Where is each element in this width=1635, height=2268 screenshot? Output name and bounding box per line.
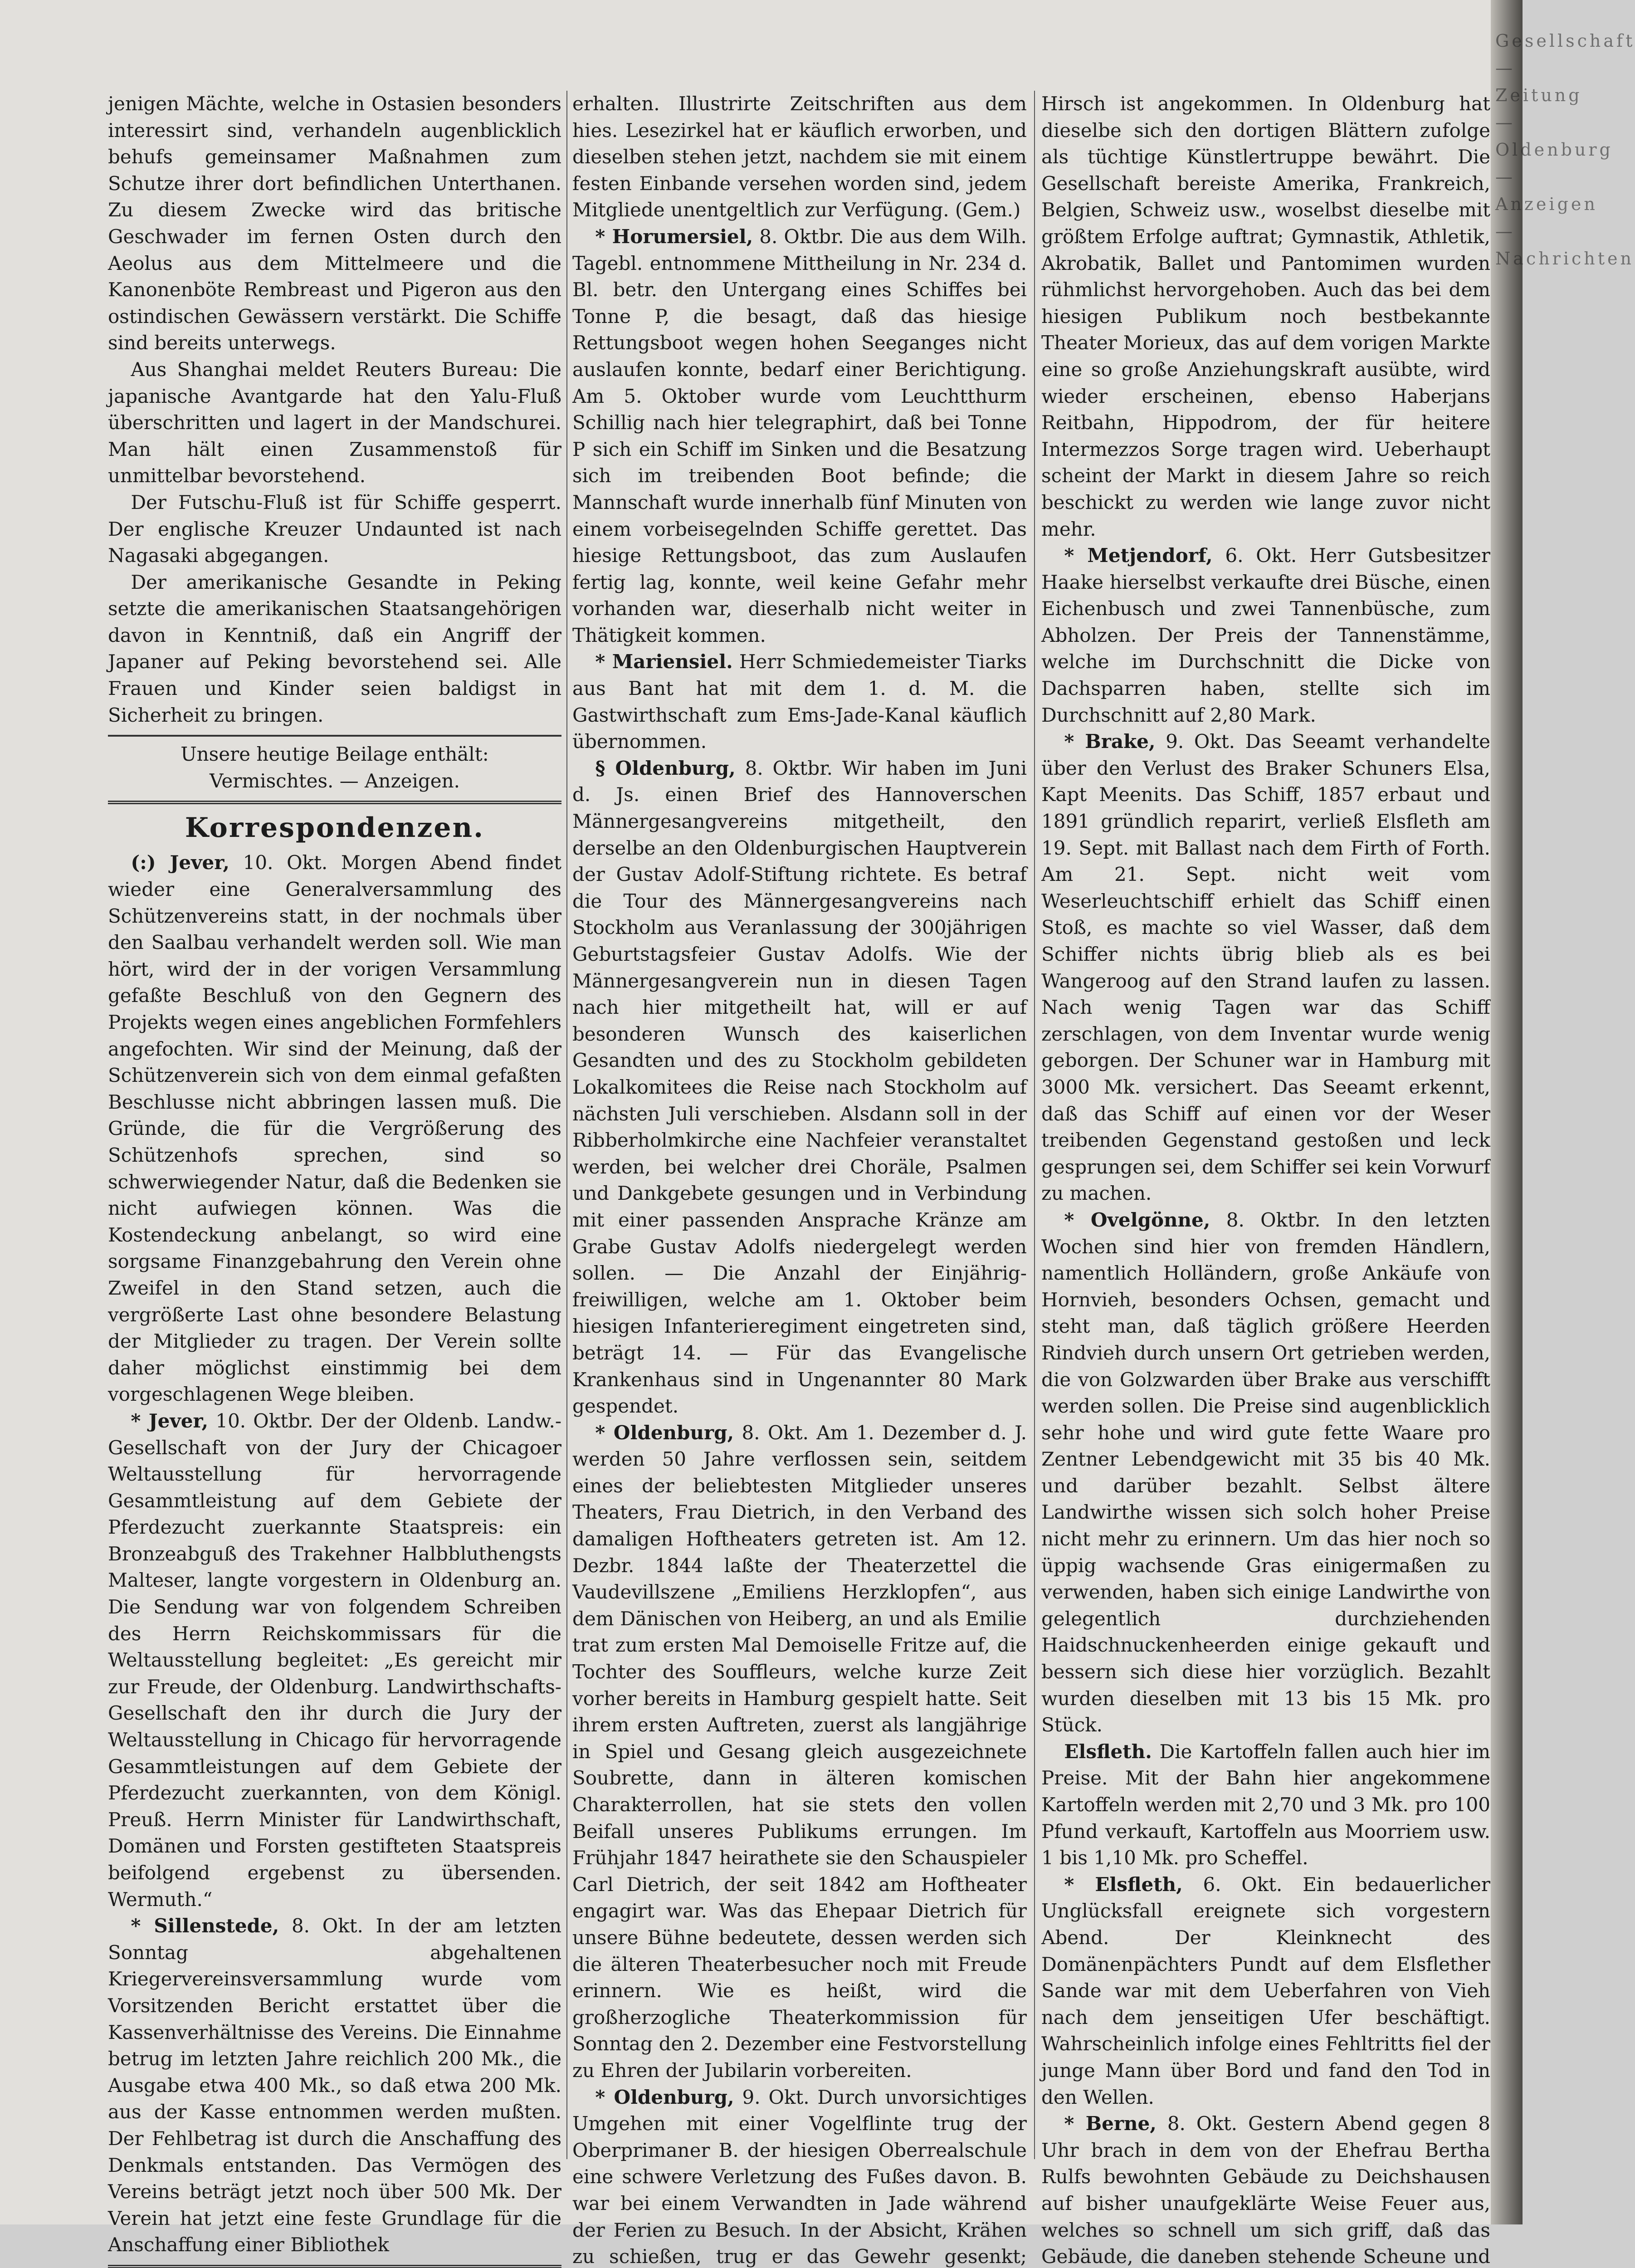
- paragraph: jenigen Mächte, welche in Ostasien besonders interessirt sind, verhandeln augenblicklich behufs gemeinsamer Maßnahmen zum Schutze ihrer dort befindlichen Unterthanen. Zu diesem Zwecke wird das britische Geschwader im fernen Osten durch den Aeolus aus dem Mittelmeere und die Kanonenböte Rembreast und Pigeron aus den ostindischen Gewässern verstärkt. Die Schiffe sind bereits unterwegs.: [108, 93, 561, 354]
- article-text: 6. Okt. Herr Gutsbesitzer Haake hierselbst verkaufte drei Büsche, einen Eichenbusch und zwei Tannenbüsche, zum Abholzen. Der Preis der Tannenstämme, welche im Durchschnitt die Dicke von Dachsparren haben, stellte sich im Durchschnitt auf 2,80 Mark.: [1041, 544, 1490, 726]
- column-2: [572, 91, 1027, 2268]
- article-text: 10. Okt. Morgen Abend findet wieder eine Generalversammlung des Schützenvereins statt, in der nochmals über den Saalbau verhandelt werden soll. Wie man hört, wird der in der vorigen Versammlung gefaßte Beschluß von den Gegnern des Projekts wegen eines angeblichen Formfehlers angefochten. Wir sind der Meinung, daß der Schützenverein sich von dem einmal gefaßten Beschlusse nicht abbringen lassen muß. Die Gründe, die für die Vergrößerung des Schützenhofs sprechen, sind so schwerwiegender Natur, daß die Bedenken sie nicht aufwiegen können. Was die Kostendeckung anbelangt, so wird eine sorgsame Finanzgebahrung den Verein ohne Zweifel in den Stand setzen, auch die vergrößerte Last ohne besondere Belastung der Mitglieder zu tragen. Der Verein sollte daher möglichst einstimmig bei dem vorgeschlagenen Wege bleiben.: [108, 851, 561, 1406]
- article-text: 9. Okt. Durch unvorsichtiges Umgehen mit einer Vogelflinte trug der Oberprimaner B. der hiesigen Oberrealschule eine schwere Verletzung des Fußes davon. B. war bei einem Verwandten in Jade während der Ferien zu Besuch. In der Absicht, Krähen zu schießen, trug er das Gewehr gesenkt;: [572, 2086, 1027, 2268]
- dateline: * Horumersiel,: [595, 225, 753, 248]
- article-text: 10. Oktbr. Der der Oldenb. Landw.-Gesellschaft von der Jury der Chicagoer Weltausstellung für hervorragende Gesammtleistung auf dem Gebiete der Pferdezucht zuerkannte Staatspreis: ein Bronzeabguß des Trakehner Halbbluthengsts Malteser, langte vorgestern in Oldenburg an. Die Sendung war von folgendem Schreiben des Herrn Reichskommissars für die Weltausstellung begleitet: „Es gereicht mir zur Freude, der Oldenburg. Landwirthschafts-Gesellschaft den ihr durch die Jury der Weltausstellung in Chicago für hervorragende Gesammtleistungen auf dem Gebiete der Pferdezucht zuerkannten, von dem Königl. Preuß. Herrn Minister für Landwirthschaft, Domänen und Forsten gestifteten Staatspreis beifolgend ergebenst zu übersenden. Wermuth.“: [108, 1409, 562, 1911]
- article-text: 8. Oktbr. In den letzten Wochen sind hier von fremden Händlern, namentlich Holländern, große Ankäufe von Hornvieh, besonders Ochsen, gemacht und steht man, daß täglich größere Heerden Rindvieh durch unsern Ort getrieben werden, die von Golzwarden über Brake aus verschifft werden sollen. Die Preise sind augenblicklich sehr hohe und wird gute fette Waare pro Zentner Lebendgewicht mit 35 bis 40 Mk. und darüber bezahlt. Selbst ältere Landwirthe wissen sich solch hoher Preise nicht mehr zu erinnern. Um das hier noch so üppig wachsende Gras einigermaßen zu verwenden, haben sich einige Landwirthe von gelegentlich durchziehenden Haidschnuckenheerden einige gekauft und bessern sich diese hier vorzüglich. Bezahlt wurden dieselben mit 13 bis 15 Mk. pro Stück.: [1041, 1208, 1490, 1736]
- paragraph: Hirsch ist angekommen. In Oldenburg hat dieselbe sich den dortigen Blättern zufolge als tüchtige Künstlertruppe bewährt. Die Gesellschaft bereiste Amerika, Frankreich, Belgien, Schweiz usw., woselbst dieselbe mit größtem Erfolge auftrat; Gymnastik, Athletik, Akrobatik, Ballet und Pantomimen wurden rühmlichst hervorgehoben. Auch das bei dem hiesigen Publikum noch bestbekannte Theater Morieux, das auf dem vorigen Markte eine so große Anziehungskraft ausübte, wird wieder erscheinen, ebenso Haberjans Reitbahn, Hippodrom, der für heitere Intermezzos Sorge tragen wird. Ueberhaupt scheint der Markt in diesem Jahre so reich beschickt zu werden wie lange zuvor nicht mehr.: [1041, 93, 1490, 540]
- dateline: § Oldenburg,: [595, 757, 736, 779]
- column-rule: [1034, 91, 1035, 2159]
- column-1: [108, 91, 562, 2256]
- paragraph: Der Futschu-Fluß ist für Schiffe gesperrt. Der englische Kreuzer Undaunted ist nach Nagasaki abgegangen.: [108, 491, 561, 567]
- dateline: * Sillenstede,: [131, 1915, 279, 1937]
- dateline: * Brake,: [1064, 730, 1156, 753]
- dateline: * Jever,: [131, 1409, 209, 1432]
- paragraph: erhalten. Illustrirte Zeitschriften aus dem hies. Lesezirkel hat er käuflich erworben, und dieselben stehen jetzt, nachdem sie mit einem festen Einbande versehen worden sind, jedem Mitgliede unentgeltlich zur Verfügung. (Gem.): [572, 93, 1027, 221]
- dateline: * Metjendorf,: [1064, 544, 1213, 567]
- dateline: * Oldenburg,: [595, 1421, 734, 1444]
- adjacent-page-edge-text: Gesellschaft — Zeitung — Oldenburg — Anzeigen — Nachrichten: [1495, 31, 1635, 269]
- article-text: 8. Okt. Gestern Abend gegen 8 Uhr brach in dem von der Ehefrau Bertha Rulfs bewohnten Gebäude zu Deichshausen auf bisher unaufgeklärte Weise Feuer aus, welches so schnell um sich griff, daß das Gebäude, die daneben stehende Scheune und: [1041, 2112, 1490, 2268]
- dateline: * Mariensiel.: [595, 650, 733, 673]
- article-text: 8. Okt. Am 1. Dezember d. J. werden 50 Jahre verflossen sein, seitdem eines der beliebtesten Mitglieder unseres Theaters, Frau Dietrich, in den Verband des damaligen Hoftheaters getreten ist. Am 12. Dezbr. 1844 laßte der Theaterzettel die Vaudevillszene „Emiliens Herzklopfen“, aus dem Dänischen von Heiberg, an und als Emilie trat zum ersten Mal Demoiselle Fritze auf, die Tochter des Souffleurs, welche kurze Zeit vorher bereits in Hamburg gespielt hatte. Seit ihrem ersten Auftreten, zuerst als langjährige in Spiel und Gesang gleich ausgezeichnete Soubrette, dann in älteren komischen Charakterrollen, hat sie stets den vollen Beifall unseres Publikums errungen. Im Frühjahr 1847 heirathete sie den Schauspieler Carl Dietrich, der seit 1842 am Hoftheater engagirt war. Was das Ehepaar Dietrich für unsere Bühne bedeutete, dessen werden sich die älteren Theaterbesucher noch mit Freude erinnern. Wie es heißt, wird die großherzogliche Theaterkommission für Sonntag den 2. Dezember eine Festvorstellung zu Ehren der Jubilarin vorbereiten.: [572, 1421, 1027, 2082]
- dateline: * Oldenburg,: [595, 2086, 734, 2108]
- column-3: [1041, 91, 1490, 2268]
- divider: [108, 801, 561, 804]
- article-text: Die Kartoffeln fallen auch hier im Preise. Mit der Bahn hier angekommene Kartoffeln werden mit 2,70 und 3 Mk. pro 100 Pfund verkauft, Kartoffeln aus Moorriem usw. 1 bis 1,10 Mk. pro Scheffel.: [1041, 1740, 1490, 1869]
- article-text: 9. Okt. Das Seeamt verhandelte über den Verlust des Braker Schuners Elsa, Kapt Meenits. Das Schiff, 1857 erbaut und 1891 gründlich reparirt, verließ Elsfleth am 19. Sept. mit Ballast nach dem Firth of Forth. Am 21. Sept. nicht weit vom Weserleuchtschiff erhielt das Schiff einen Stoß, es machte so viel Wasser, daß dem Schiffer nichts übrig blieb als es bei Wangeroog auf den Strand laufen zu lassen. Nach wenig Tagen war das Schiff zerschlagen, von dem Inventar wurde wenig geborgen. Der Schuner war in Hamburg mit 3000 Mk. versichert. Das Seeamt erkennt, daß das Schiff auf einen vor der Weser treibenden Gegenstand gestoßen und leck gesprungen sei, dem Schiffer sei kein Vorwurf zu machen.: [1041, 730, 1490, 1205]
- supplement-notice-line-1: Unsere heutige Beilage enthält:: [181, 743, 489, 766]
- article-text: 8. Oktbr. Die aus dem Wilh. Tagebl. entnommene Mittheilung in Nr. 234 d. Bl. betr. den Untergang eines Schiffes bei Tonne P, die besagt, daß das hiesige Rettungsboot wegen hohen Seeganges nicht auslaufen konnte, bedarf einer Berichtigung. Am 5. Oktober wurde vom Leuchtthurm Schillig nach hier telegraphirt, daß bei Tonne P sich ein Schiff im Sinken und die Besatzung sich im treibenden Boot befinde; die Mannschaft wurde innerhalb fünf Minuten von einem vorbeisegelnden Schiffe gerettet. Das hiesige Rettungsboot, das zum Auslaufen fertig lag, konnte, weil keine Gefahr mehr vorhanden war, dieserhalb nicht weiter in Thätigkeit kommen.: [572, 225, 1027, 646]
- column-rule: [566, 91, 567, 2159]
- article-text: Herr Schmiedemeister Tiarks aus Bant hat mit dem 1. d. M. die Gastwirthschaft zum Ems-Jade-Kanal käuflich übernommen.: [572, 650, 1027, 753]
- article-text: 6. Okt. Ein bedauerlicher Unglücksfall ereignete sich vorgestern Abend. Der Kleinknecht des Domänenpächters Pundt auf dem Elsflether Sande war mit dem Ueberfahren von Vieh nach dem jenseitigen Ufer beschäftigt. Wahrscheinlich infolge eines Fehltritts fiel der junge Mann über Bord und fand den Tod in den Wellen.: [1041, 1873, 1490, 2108]
- feuilleton-divider: [108, 2265, 561, 2268]
- divider: [108, 735, 561, 737]
- article-text: 8. Oktbr. Wir haben im Juni d. Js. einen Brief des Hannoverschen Männergesangvereins mitgetheilt, den derselbe an den Oldenburgischen Hauptverein der Gustav Adolf-Stiftung richtete. Es betraf die Tour des Männergesangvereins nach Stockholm aus Veranlassung der 300jährigen Geburtstagsfeier Gustav Adolfs. Wie der Männergesangverein nun in diesen Tagen nach hier mitgetheilt hat, will er auf besonderen Wunsch des kaiserlichen Gesandten und des zu Stockholm gebildeten Lokalkomitees die Reise nach Stockholm auf nächsten Juli verschieben. Alsdann soll in der Ribberholmkirche eine Nachfeier veranstaltet werden, bei welcher drei Choräle, Psalmen und Dankgebete gesungen und in Verbindung mit einer passenden Ansprache Kränze am Grabe Gustav Adolfs niedergelegt werden sollen. — Die Anzahl der Einjährig-freiwilligen, welche am 1. Oktober beim hiesigen Infanterieregiment eingetreten sind, beträgt 14. — Für das Evangelische Krankenhaus sind in Ungenannter 80 Mark gespendet.: [572, 757, 1027, 1418]
- section-heading: Korrespondenzen.: [185, 812, 485, 844]
- paragraph: Der amerikanische Gesandte in Peking setzte die amerikanischen Staatsangehörigen davon in Kenntniß, daß ein Angriff der Japaner auf Peking bevorstehend sei. Alle Frauen und Kinder seien baldigst in Sicherheit zu bringen.: [108, 571, 561, 726]
- dateline: Elsfleth.: [1064, 1740, 1152, 1763]
- paragraph: Aus Shanghai meldet Reuters Bureau: Die japanische Avantgarde hat den Yalu-Fluß überschritten und lagert in der Mandschurei. Man hält einen Zusammenstoß für unmittelbar bevorstehend.: [108, 358, 561, 487]
- dateline: * Elsfleth,: [1064, 1873, 1183, 1896]
- dateline: * Ovelgönne,: [1064, 1208, 1210, 1231]
- article-text: 8. Okt. In der am letzten Sonntag abgehaltenen Kriegervereinsversammlung wurde vom Vorsitzenden Bericht erstattet über die Kassenverhältnisse des Vereins. Die Einnahme betrug im letzten Jahre reichlich 200 Mk., die Ausgabe etwa 400 Mk., so daß etwa 200 Mk. aus der Kasse entnommen werden mußten. Der Fehlbetrag ist durch die Anschaffung des Denkmals entstanden. Das Vermögen des Vereins beträgt jetzt noch über 500 Mk. Der Verein hat jetzt eine feste Grundlage für die Anschaffung einer Bibliothek: [108, 1915, 561, 2256]
- dateline: * Berne,: [1064, 2112, 1157, 2135]
- dateline: (:) Jever,: [131, 851, 229, 874]
- supplement-notice-line-2: Vermischtes. — Anzeigen.: [209, 769, 460, 792]
